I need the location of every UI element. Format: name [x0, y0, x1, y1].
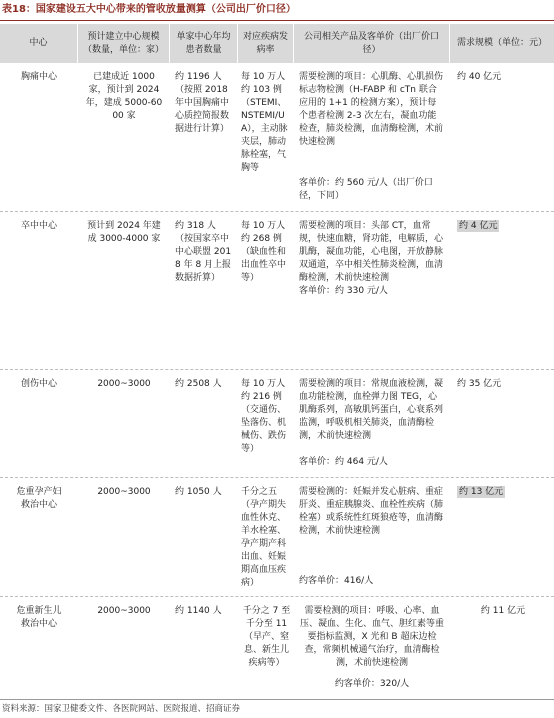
annual-patients: 约 2508 人 [175, 379, 222, 389]
products-price [294, 597, 450, 699]
header-demand: 需求规模（单位：元） [456, 38, 547, 48]
required-tests: 需要检测的项目：头部 CT，血常规，快速血糖，肾功能，电解质，心肌酶，凝血功能，心电图，开放静脉双通道，卒中相关性肺炎检测，血清酶检测，术前快速检测 [299, 221, 444, 283]
center-name: 创伤中心 [20, 379, 57, 389]
demand-value: 约 40 亿元 [457, 72, 502, 82]
annual-patients: 约 318 人（按国家卒中中心联盟 2018 年 8 月上报数据折算） [175, 221, 232, 283]
demand-cell [450, 370, 554, 477]
incidence: 千分之五（孕产期失血性休克、羊水栓塞、孕产期产科出血、妊娠期高血压疾病） [241, 487, 287, 588]
incidence: 千分之 7 至千分至 11（早产、窒息、新生儿疾病等） [242, 606, 291, 668]
estimate-table [0, 24, 554, 700]
center-name: 危重新生儿救治中心 [16, 606, 62, 629]
header-center: 中心 [0, 24, 78, 63]
incidence: 每 10 万人约 103 例（STEMI、NSTEMI/UA），主动脉夹层，肺动脉栓塞，气胸等 [241, 72, 288, 173]
demand-value: 约 13 亿元 [459, 487, 504, 497]
unit-price: 约客单价：320/人 [334, 679, 410, 689]
center-name: 危重孕产妇救治中心 [16, 487, 62, 510]
table-header-row [0, 24, 554, 63]
incidence: 每 10 万人约 268 例（缺血性和出血性卒中等） [241, 221, 287, 283]
table-row [0, 478, 554, 597]
required-tests: 需要检测的：妊娠并发心脏病、重症肝炎、重症胰腺炎、血栓性疾病（肺栓塞）或系统性红斑狼疮等，血清酶检测，术前快速检测 [299, 487, 444, 536]
table-row [0, 597, 554, 700]
demand-cell [450, 478, 554, 596]
annual-patients: 约 1050 人 [175, 487, 222, 497]
unit-price: 约客单价：416/人 [299, 576, 374, 586]
center-name: 胸痛中心 [20, 72, 57, 82]
unit-price: 客单价：约 464 元/人 [299, 457, 388, 467]
unit-price: 客单价：约 560 元/人（出厂价口径，下同） [299, 178, 433, 201]
planned-scale: 2000~3000 [97, 606, 151, 616]
header-incidence: 对应疾病发病率 [238, 24, 294, 63]
required-tests: 需要检测的项目：心肌酶、心肌损伤标志物检测（H-FABP 和 cTn 联合应用的 1+1 的检测方案），预计每个患者检测 2-3 次左右，凝血功能检查，肺炎检测，血清酶检测，术前快速检测 [299, 72, 444, 147]
demand-value: 约 35 亿元 [457, 379, 502, 389]
source-note: 资料来源：国家卫健委文件、各医院网站、医院报道、招商证券 [2, 704, 241, 714]
products-price [294, 370, 450, 477]
incidence: 每 10 万人约 216 例（交通伤、坠落伤、机械伤、跌伤等） [241, 379, 287, 454]
unit-price: 客单价：约 330 元/人 [299, 286, 388, 296]
planned-scale: 2000~3000 [97, 379, 151, 389]
table-title: 表18：国家建设五大中心带来的管收放量测算（公司出厂价口径） [2, 4, 296, 15]
demand-value: 约 11 亿元 [480, 606, 526, 616]
center-name: 卒中中心 [20, 221, 57, 231]
required-tests: 需要检测的项目：呼吸、心率、血压、凝血、生化、血气、胆红素等重要指标监测，X 光和 B 超床边检查，常频机械通气治疗，血清酶检测，术前快速检测 [299, 606, 444, 668]
planned-scale: 预计到 2024 年建成 3000-4000 家 [87, 221, 161, 244]
table-row [0, 370, 554, 478]
table-row [0, 212, 554, 370]
annual-patients: 约 1140 人 [175, 606, 222, 616]
title-divider [0, 20, 554, 21]
demand-cell [450, 212, 554, 369]
header-annual-patients: 单家中心年均患者数量 [170, 24, 238, 63]
products-price [294, 212, 450, 369]
header-products-price: 公司相关产品及客单价（出厂价口径） [294, 24, 450, 63]
products-price [294, 63, 450, 211]
products-price [294, 478, 450, 596]
demand-value: 约 4 亿元 [459, 221, 498, 231]
demand-cell [450, 597, 554, 699]
header-planned-scale: 预计建立中心规模（数量，单位：家） [78, 24, 170, 63]
required-tests: 需要检测的项目：常规血液检测，凝血功能检测，血栓弹力图 TEG，心肌酶系列，高敏肌钙蛋白，心衰系列监测，呼吸机相关肺炎，血清酶检测，术前快速检测 [299, 379, 444, 441]
table-row [0, 63, 554, 212]
planned-scale: 已建成近 1000 家，预计到 2024 年，建成 5000-6000 家 [85, 72, 163, 121]
planned-scale: 2000~3000 [97, 487, 151, 497]
annual-patients: 约 1196 人（按照 2018 年中国胸痛中心质控简报数据进行计算） [175, 72, 230, 134]
demand-cell [450, 63, 554, 211]
